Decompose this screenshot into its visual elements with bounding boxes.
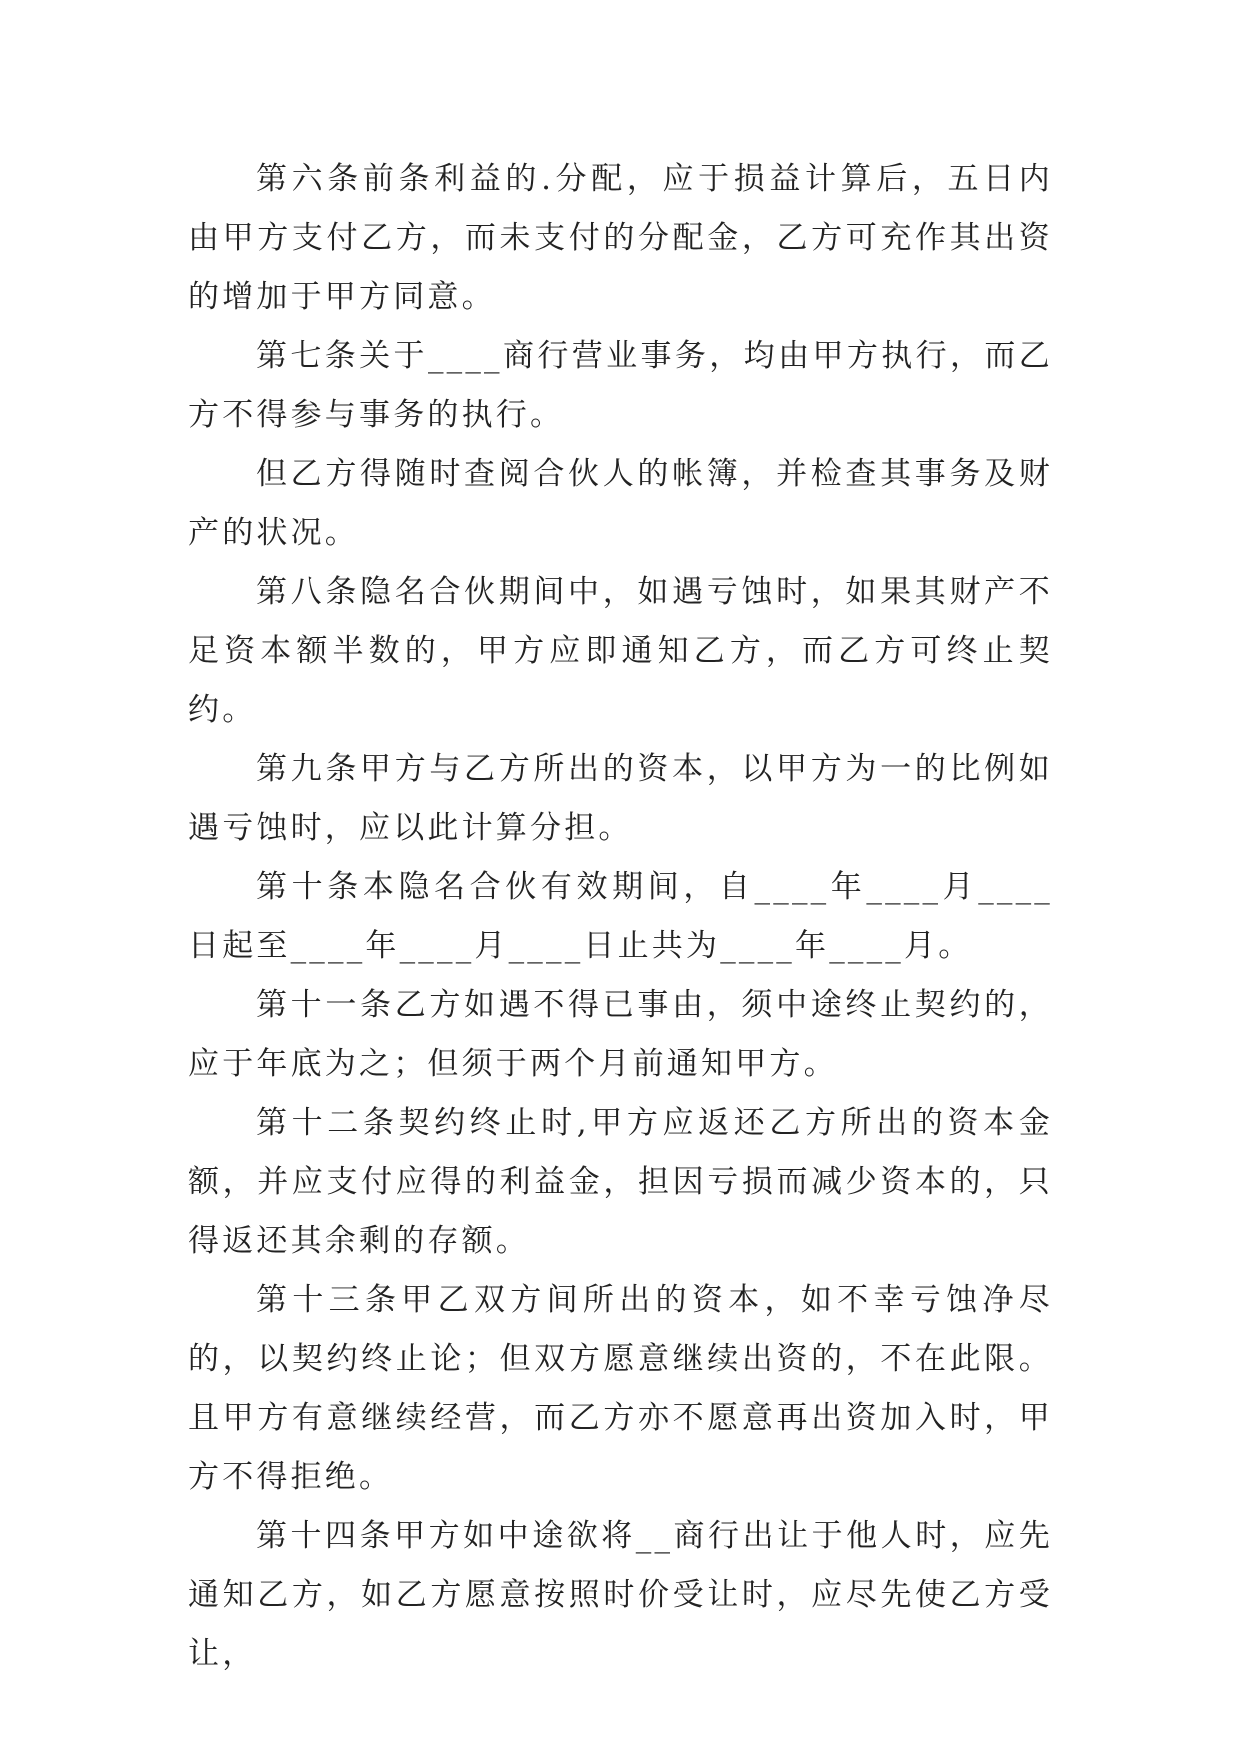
document-body <box>188 150 1053 1684</box>
article-6-paragraph: 第六条前条利益的.分配，应于损益计算后，五日内由甲方支付乙方，而未支付的分配金，乙方可充作其出资的增加于甲方同意。 <box>188 161 1053 315</box>
article-10-paragraph: 第十条本隐名合伙有效期间，自____年____月____日起至____年____月____日止共为____年____月。 <box>188 869 1053 964</box>
article-12-paragraph: 第十二条契约终止时,甲方应返还乙方所出的资本金额，并应支付应得的利益金，担因亏损而减少资本的，只得返还其余剩的存额。 <box>188 1105 1053 1259</box>
article-7-continuation-paragraph: 但乙方得随时查阅合伙人的帐簿，并检查其事务及财产的状况。 <box>188 456 1053 551</box>
article-7-paragraph: 第七条关于____商行营业事务，均由甲方执行，而乙方不得参与事务的执行。 <box>188 338 1053 433</box>
article-14-paragraph: 第十四条甲方如中途欲将__商行出让于他人时，应先通知乙方，如乙方愿意按照时价受让时，应尽先使乙方受让， <box>188 1518 1053 1672</box>
article-8-paragraph: 第八条隐名合伙期间中，如遇亏蚀时，如果其财产不足资本额半数的，甲方应即通知乙方，而乙方可终止契约。 <box>188 574 1053 728</box>
article-13-paragraph: 第十三条甲乙双方间所出的资本，如不幸亏蚀净尽的，以契约终止论；但双方愿意继续出资的，不在此限。且甲方有意继续经营，而乙方亦不愿意再出资加入时，甲方不得拒绝。 <box>188 1282 1053 1495</box>
article-11-paragraph: 第十一条乙方如遇不得已事由，须中途终止契约的，应于年底为之；但须于两个月前通知甲方。 <box>188 987 1053 1082</box>
article-9-paragraph: 第九条甲方与乙方所出的资本，以甲方为一的比例如遇亏蚀时，应以此计算分担。 <box>188 751 1053 846</box>
